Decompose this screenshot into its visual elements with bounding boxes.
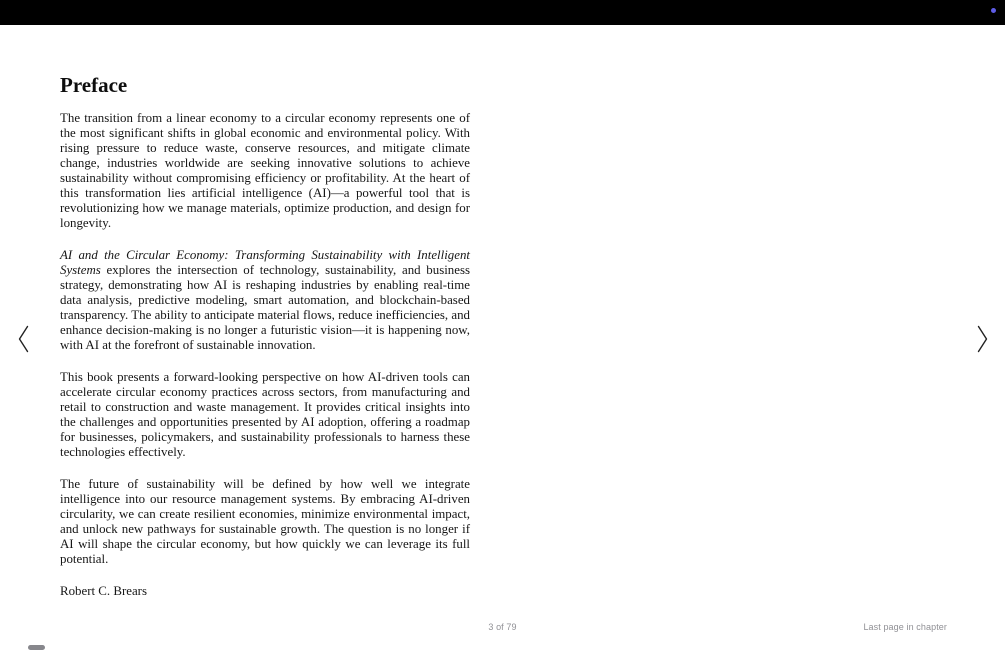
chevron-right-icon [977,325,988,353]
next-page-button[interactable] [969,322,995,356]
paragraph-text: The future of sustainability will be defined by how well we integrate intelligence into our resource management systems. By embracing AI-driven circularity, we can create resilient economies, minimize environmental impact, and unlock new pathways for sustainable growth. The question is no longer if AI will shape the circular economy, but how quickly we can leverage its full potential. [60,477,470,566]
paragraph-4 [60,477,470,567]
previous-page-button[interactable] [10,322,36,356]
title-bar [0,0,1005,25]
paragraph-2 [60,248,470,353]
paragraph-text: The transition from a linear economy to a circular economy represents one of the most significant shifts in global economic and environmental policy. With rising pressure to reduce waste, conserve resources, and mitigate climate change, industries worldwide are seeking innovative solutions to achieve sustainability without compromising efficiency or profitability. At the heart of this transformation lies artificial intelligence (AI)—a powerful tool that is revolutionizing how we manage materials, optimize production, and design for longevity. [60,111,470,230]
paragraph-text: This book presents a forward-looking perspective on how AI-driven tools can accelerate circular economy practices across sectors, from manufacturing and retail to construction and waste management. It provides critical insights into the challenges and opportunities presented by AI adoption, offering a roadmap for businesses, policymakers, and sustainability professionals to harness these technologies effectively. [60,370,470,459]
paragraph-3 [60,370,470,460]
book-title-italic: AI and the Circular Economy: Transforming Sustainability with Intelligent Systems [60,248,470,277]
page-content [60,73,470,599]
chapter-status: Last page in chapter [863,622,947,632]
paragraph-1 [60,111,470,231]
reader-controls-handle[interactable] [28,645,45,650]
author-signature: Robert C. Brears [60,584,147,598]
chevron-left-icon [18,325,29,353]
chapter-heading: Preface [60,73,128,97]
page-indicator: 3 of 79 [488,622,517,632]
paragraph-text: explores the intersection of technology, sustainability, and business strategy, demonstrating how AI is reshaping industries by enabling real-time data analysis, predictive modeling, smart automation, and blockchain-based transparency. The ability to anticipate material flows, reduce inefficiencies, and enhance decision-making is no longer a futuristic vision—it is happening now, with AI at the forefront of sustainable innovation. [60,263,470,352]
status-indicator-dot [991,8,996,13]
